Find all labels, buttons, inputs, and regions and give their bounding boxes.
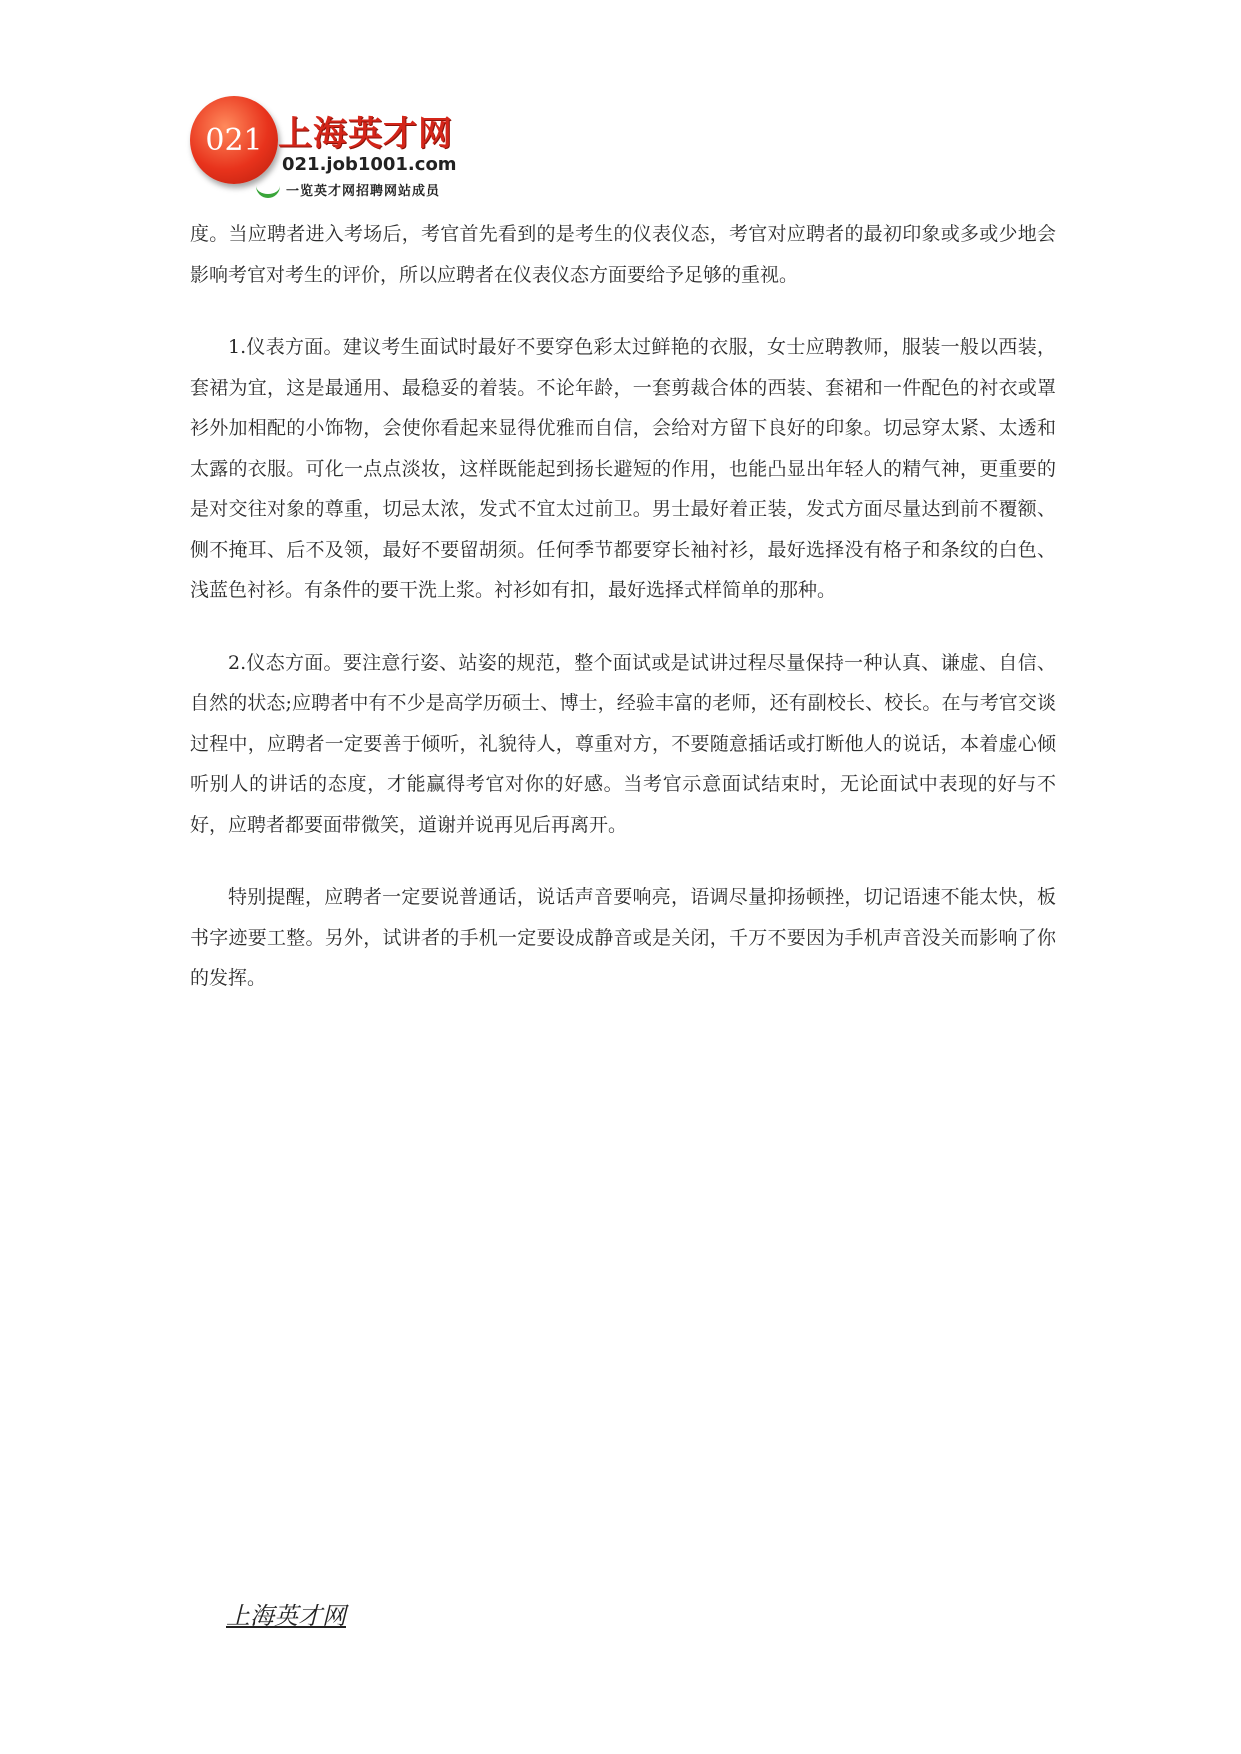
footer-site-link[interactable]: 上海英才网: [226, 1602, 346, 1630]
logo-tagline: 一览英才网招聘网站成员: [286, 184, 441, 199]
article-body: [190, 214, 1056, 1031]
logo-number: 021: [205, 122, 263, 158]
logo-domain: 021.job1001.com: [282, 154, 457, 175]
logo-brand-name: 上海英才网: [278, 114, 453, 154]
swoosh-icon: [256, 180, 280, 198]
site-logo: [186, 88, 516, 206]
paragraph-intro: 度。当应聘者进入考场后，考官首先看到的是考生的仪表仪态，考官对应聘者的最初印象或多或少地会影响考官对考生的评价，所以应聘者在仪表仪态方面要给予足够的重视。: [190, 223, 1056, 286]
paragraph-demeanor: 2.仪态方面。要注意行姿、站姿的规范，整个面试或是试讲过程尽量保持一种认真、谦虚、自信、自然的状态;应聘者中有不少是高学历硕士、博士，经验丰富的老师，还有副校长、校长。在与考官交谈过程中，应聘者一定要善于倾听，礼貌待人，尊重对方，不要随意插话或打断他人的说话，本着虚心倾听别人的讲话的态度，才能赢得考官对你的好感。当考官示意面试结束时，无论面试中表现的好与不好，应聘者都要面带微笑，道谢并说再见后再离开。: [190, 651, 1056, 836]
paragraph-appearance: 1.仪表方面。建议考生面试时最好不要穿色彩太过鲜艳的衣服，女士应聘教师，服装一般以西装，套裙为宜，这是最通用、最稳妥的着装。不论年龄，一套剪裁合体的西装、套裙和一件配色的衬衣或罩衫外加相配的小饰物，会使你看起来显得优雅而自信，会给对方留下良好的印象。切忌穿太紧、太透和太露的衣服。可化一点点淡妆，这样既能起到扬长避短的作用，也能凸显出年轻人的精气神，更重要的是对交往对象的尊重，切忌太浓，发式不宜太过前卫。男士最好着正装，发式方面尽量达到前不覆额、侧不掩耳、后不及领，最好不要留胡须。任何季节都要穿长袖衬衫，最好选择没有格子和条纹的白色、浅蓝色衬衫。有条件的要干洗上浆。衬衫如有扣，最好选择式样简单的那种。: [190, 336, 1056, 601]
logo-badge: [190, 96, 278, 184]
paragraph-reminder: 特别提醒，应聘者一定要说普通话，说话声音要响亮，语调尽量抑扬顿挫，切记语速不能太快，板书字迹要工整。另外，试讲者的手机一定要设成静音或是关闭，千万不要因为手机声音没关而影响了你的发挥。: [190, 886, 1056, 989]
